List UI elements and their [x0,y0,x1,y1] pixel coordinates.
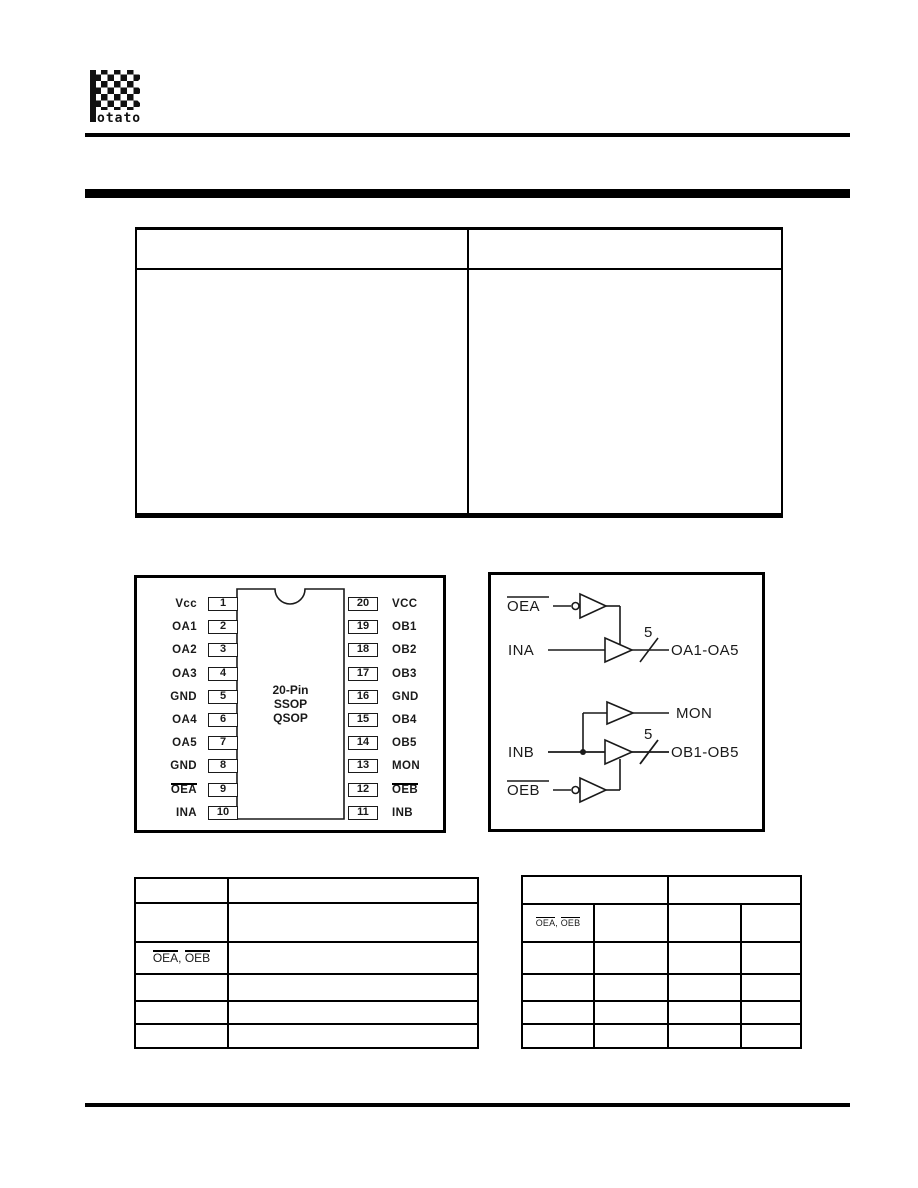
truth-table [521,875,802,1049]
pin-number-box: 12 [348,783,378,797]
empty-cell [741,942,801,974]
logic-diagram-panel [488,572,765,832]
oea-label: OEA [507,598,540,615]
package-line-2: SSOP [273,697,308,711]
pin-number-box: 3 [208,643,238,657]
empty-cell [668,974,741,1001]
empty-cell [135,1001,228,1024]
pin-label: GND [170,691,197,703]
ina-label: INA [508,642,535,659]
pin-label: GND [170,760,197,772]
table-row [135,942,478,974]
empty-cell [135,974,228,1001]
pin-number-box: 2 [208,620,238,634]
pin-label: INA [175,807,197,819]
empty-cell [228,903,478,942]
oeb-signal: OEB [560,918,581,928]
empty-cell [594,974,668,1001]
pin-label: VCC [392,598,418,610]
pin-label: GND [392,691,419,703]
table-row [522,904,801,942]
empty-cell [668,1024,741,1048]
oeb-signal: OEB [184,951,211,965]
top-table-header-divider [137,268,781,270]
empty-cell [135,1024,228,1048]
pin-number-box: 9 [208,783,238,797]
package-line-3: QSOP [273,711,308,725]
inverter-bubble [572,787,579,794]
title-bar-rule [85,189,850,198]
empty-cell [668,942,741,974]
pin-label: OA3 [172,668,197,680]
empty-cell [594,904,668,942]
pin-label: OA1 [172,621,197,633]
oeb-label: OEB [507,782,540,799]
inb-label: INB [508,744,535,761]
top-table-column-divider [467,230,469,513]
pin-description-table [134,877,479,1049]
table-row [522,1001,801,1024]
empty-cell [522,1024,594,1048]
empty-cell [594,942,668,974]
table-row [522,1024,801,1048]
pin-number-box: 1 [208,597,238,611]
pin-number-box: 4 [208,667,238,681]
oeb-pin-label: OEB [392,784,419,796]
pin-label: OA5 [172,737,197,749]
empty-cell [228,942,478,974]
junction-dot [580,749,586,755]
table-row [135,1001,478,1024]
package-line-1: 20-Pin [272,683,309,697]
table-row [135,878,478,903]
oea-pin-label: OEA [170,784,197,796]
empty-cell [522,974,594,1001]
logo-text: otato [97,111,142,126]
empty-cell [741,904,801,942]
pin-number-box: 16 [348,690,378,704]
pin-number-box: 20 [348,597,378,611]
empty-cell [594,1024,668,1048]
pin-label: MON [392,760,421,772]
oea-signal: OEA [152,951,179,965]
pin-label: OB2 [392,644,417,656]
pin-label: Vcc [175,598,197,610]
table-row [135,903,478,942]
pin-number-box: 10 [208,806,238,820]
inverter-bubble [572,603,579,610]
bus-width-a: 5 [644,624,653,641]
flag-pole [90,70,96,122]
pin-number-box: 13 [348,759,378,773]
buffer-gate [605,638,632,662]
package-type-label [237,683,344,725]
pin-number-box: 15 [348,713,378,727]
pin-number-box: 14 [348,736,378,750]
table-row [522,974,801,1001]
empty-cell [741,1024,801,1048]
pin-number-box: 6 [208,713,238,727]
pin-label: OB4 [392,714,417,726]
pin-configuration-panel [134,575,446,833]
empty-cell [135,878,228,903]
pin-label: OB5 [392,737,417,749]
pin-number-box: 5 [208,690,238,704]
empty-header-cell [668,876,801,904]
pin-label: OA4 [172,714,197,726]
pin-label: OB3 [392,668,417,680]
wire [583,713,669,752]
pin-number-box: 18 [348,643,378,657]
footer-rule [85,1103,850,1107]
empty-cell [228,878,478,903]
table-row [135,974,478,1001]
empty-cell [522,942,594,974]
separator: , [178,951,185,965]
top-table [135,227,783,518]
pin-number-box: 17 [348,667,378,681]
pin-label: OB1 [392,621,417,633]
outputs-a-label: OA1-OA5 [671,642,739,659]
table-row [135,1024,478,1048]
mon-label: MON [676,705,713,722]
oe-pins-cell [135,942,228,974]
table-row [522,942,801,974]
header-rule [85,133,850,137]
inverter-gate [580,594,606,618]
pin-number-box: 8 [208,759,238,773]
empty-cell [594,1001,668,1024]
pin-number-box: 19 [348,620,378,634]
table-row [522,876,801,904]
buffer-gate [605,740,632,764]
oea-signal: OEA [535,918,556,928]
empty-cell [228,974,478,1001]
pin-number-box: 11 [348,806,378,820]
empty-header-cell [522,876,668,904]
empty-cell [741,974,801,1001]
pin-label: INB [392,807,414,819]
pin-label: OA2 [172,644,197,656]
empty-cell [741,1001,801,1024]
empty-cell [668,904,741,942]
inverter-gate [580,778,606,802]
pin-label [137,783,197,797]
empty-cell [522,1001,594,1024]
empty-cell [668,1001,741,1024]
empty-cell [228,1024,478,1048]
pin-number-box: 7 [208,736,238,750]
bus-width-b: 5 [644,726,653,743]
empty-cell [228,1001,478,1024]
buffer-gate [607,702,633,724]
empty-cell [135,903,228,942]
oe-column-header [522,904,594,942]
outputs-b-label: OB1-OB5 [671,744,739,761]
separator: , [555,918,561,928]
